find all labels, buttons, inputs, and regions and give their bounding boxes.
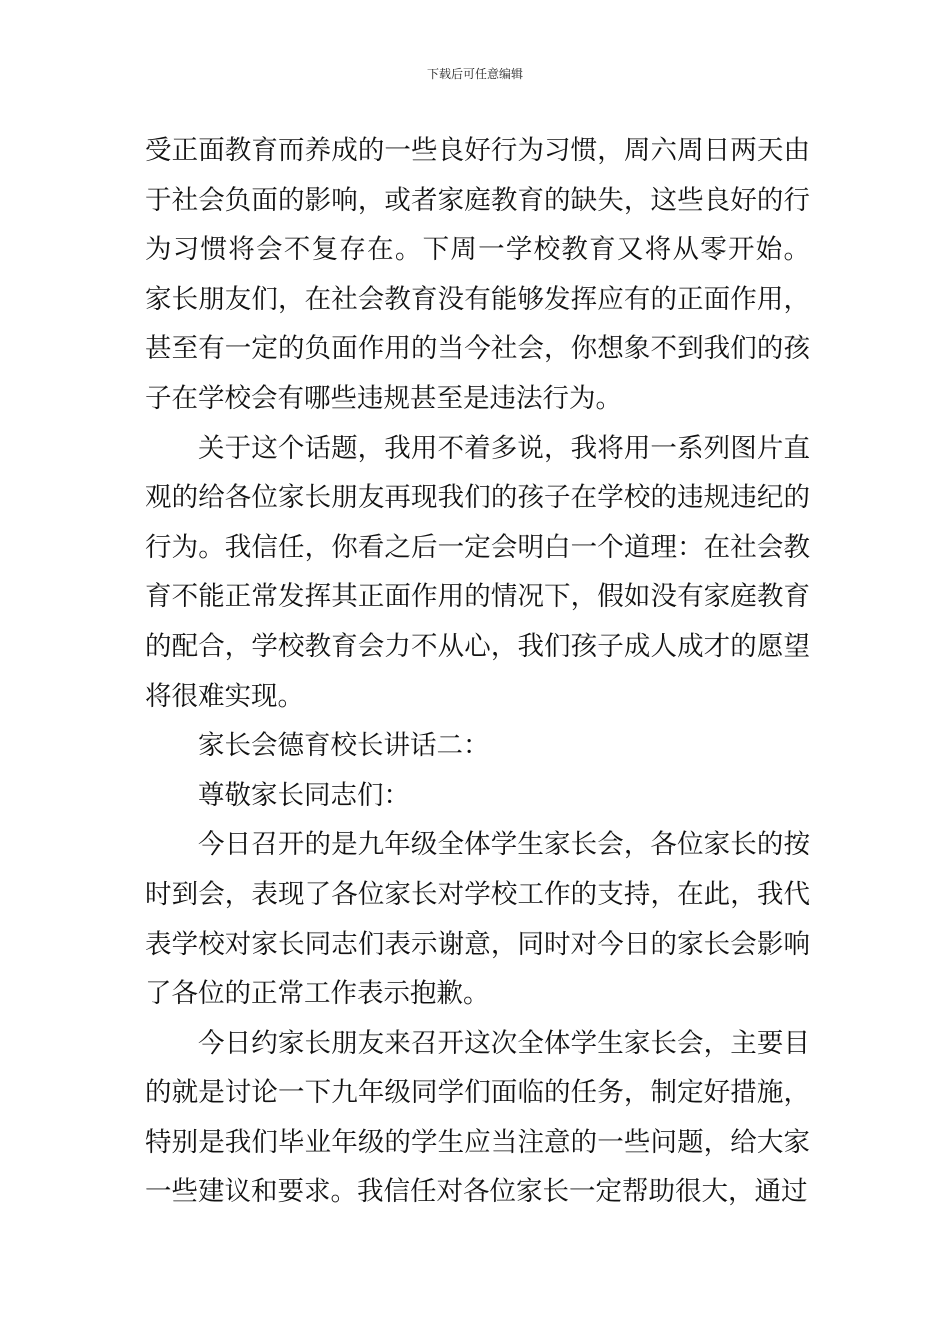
section-heading: 家长会德育校长讲话二： xyxy=(198,730,490,762)
paragraph: 关于这个话题，我用不着多说，我将用一系列图片直观的给各位家长朋友再现我们的孩子在学校的违规违纪的行为。我信任，你看之后一定会明白一个道理：在社会教育不能正常发挥其正面作用的情况下，假如没有家庭教育的配合，学校教育会力不从心，我们孩子成人成才的愿望将很难实现。 xyxy=(145,432,810,712)
paragraph: 今日约家长朋友来召开这次全体学生家长会，主要目的就是讨论一下九年级同学们面临的任务，制定好措施，特别是我们毕业年级的学生应当注意的一些问题，给大家一些建议和要求。我信任对各位家长一定帮助很大，通过 xyxy=(145,1027,810,1208)
salutation: 尊敬家长同志们： xyxy=(198,779,410,811)
paragraph: 受正面教育而养成的一些良好行为习惯，周六周日两天由于社会负面的影响，或者家庭教育的缺失，这些良好的行为习惯将会不复存在。下周一学校教育又将从零开始。 家长朋友们，在社会教育没有能够发挥应有的正面作用，甚至有一定的负面作用的当今社会，你想象不到我们的孩子在学校会有哪些违规甚至是违法行为。 xyxy=(145,135,810,414)
paragraph: 今日召开的是九年级全体学生家长会，各位家长的按时到会，表现了各位家长对学校工作的支持，在此，我代表学校对家长同志们表示谢意，同时对今日的家长会影响了各位的正常工作表示抱歉。 xyxy=(145,829,810,1010)
document-body xyxy=(145,126,810,1217)
page-header: 下载后可任意编辑 xyxy=(426,67,523,81)
